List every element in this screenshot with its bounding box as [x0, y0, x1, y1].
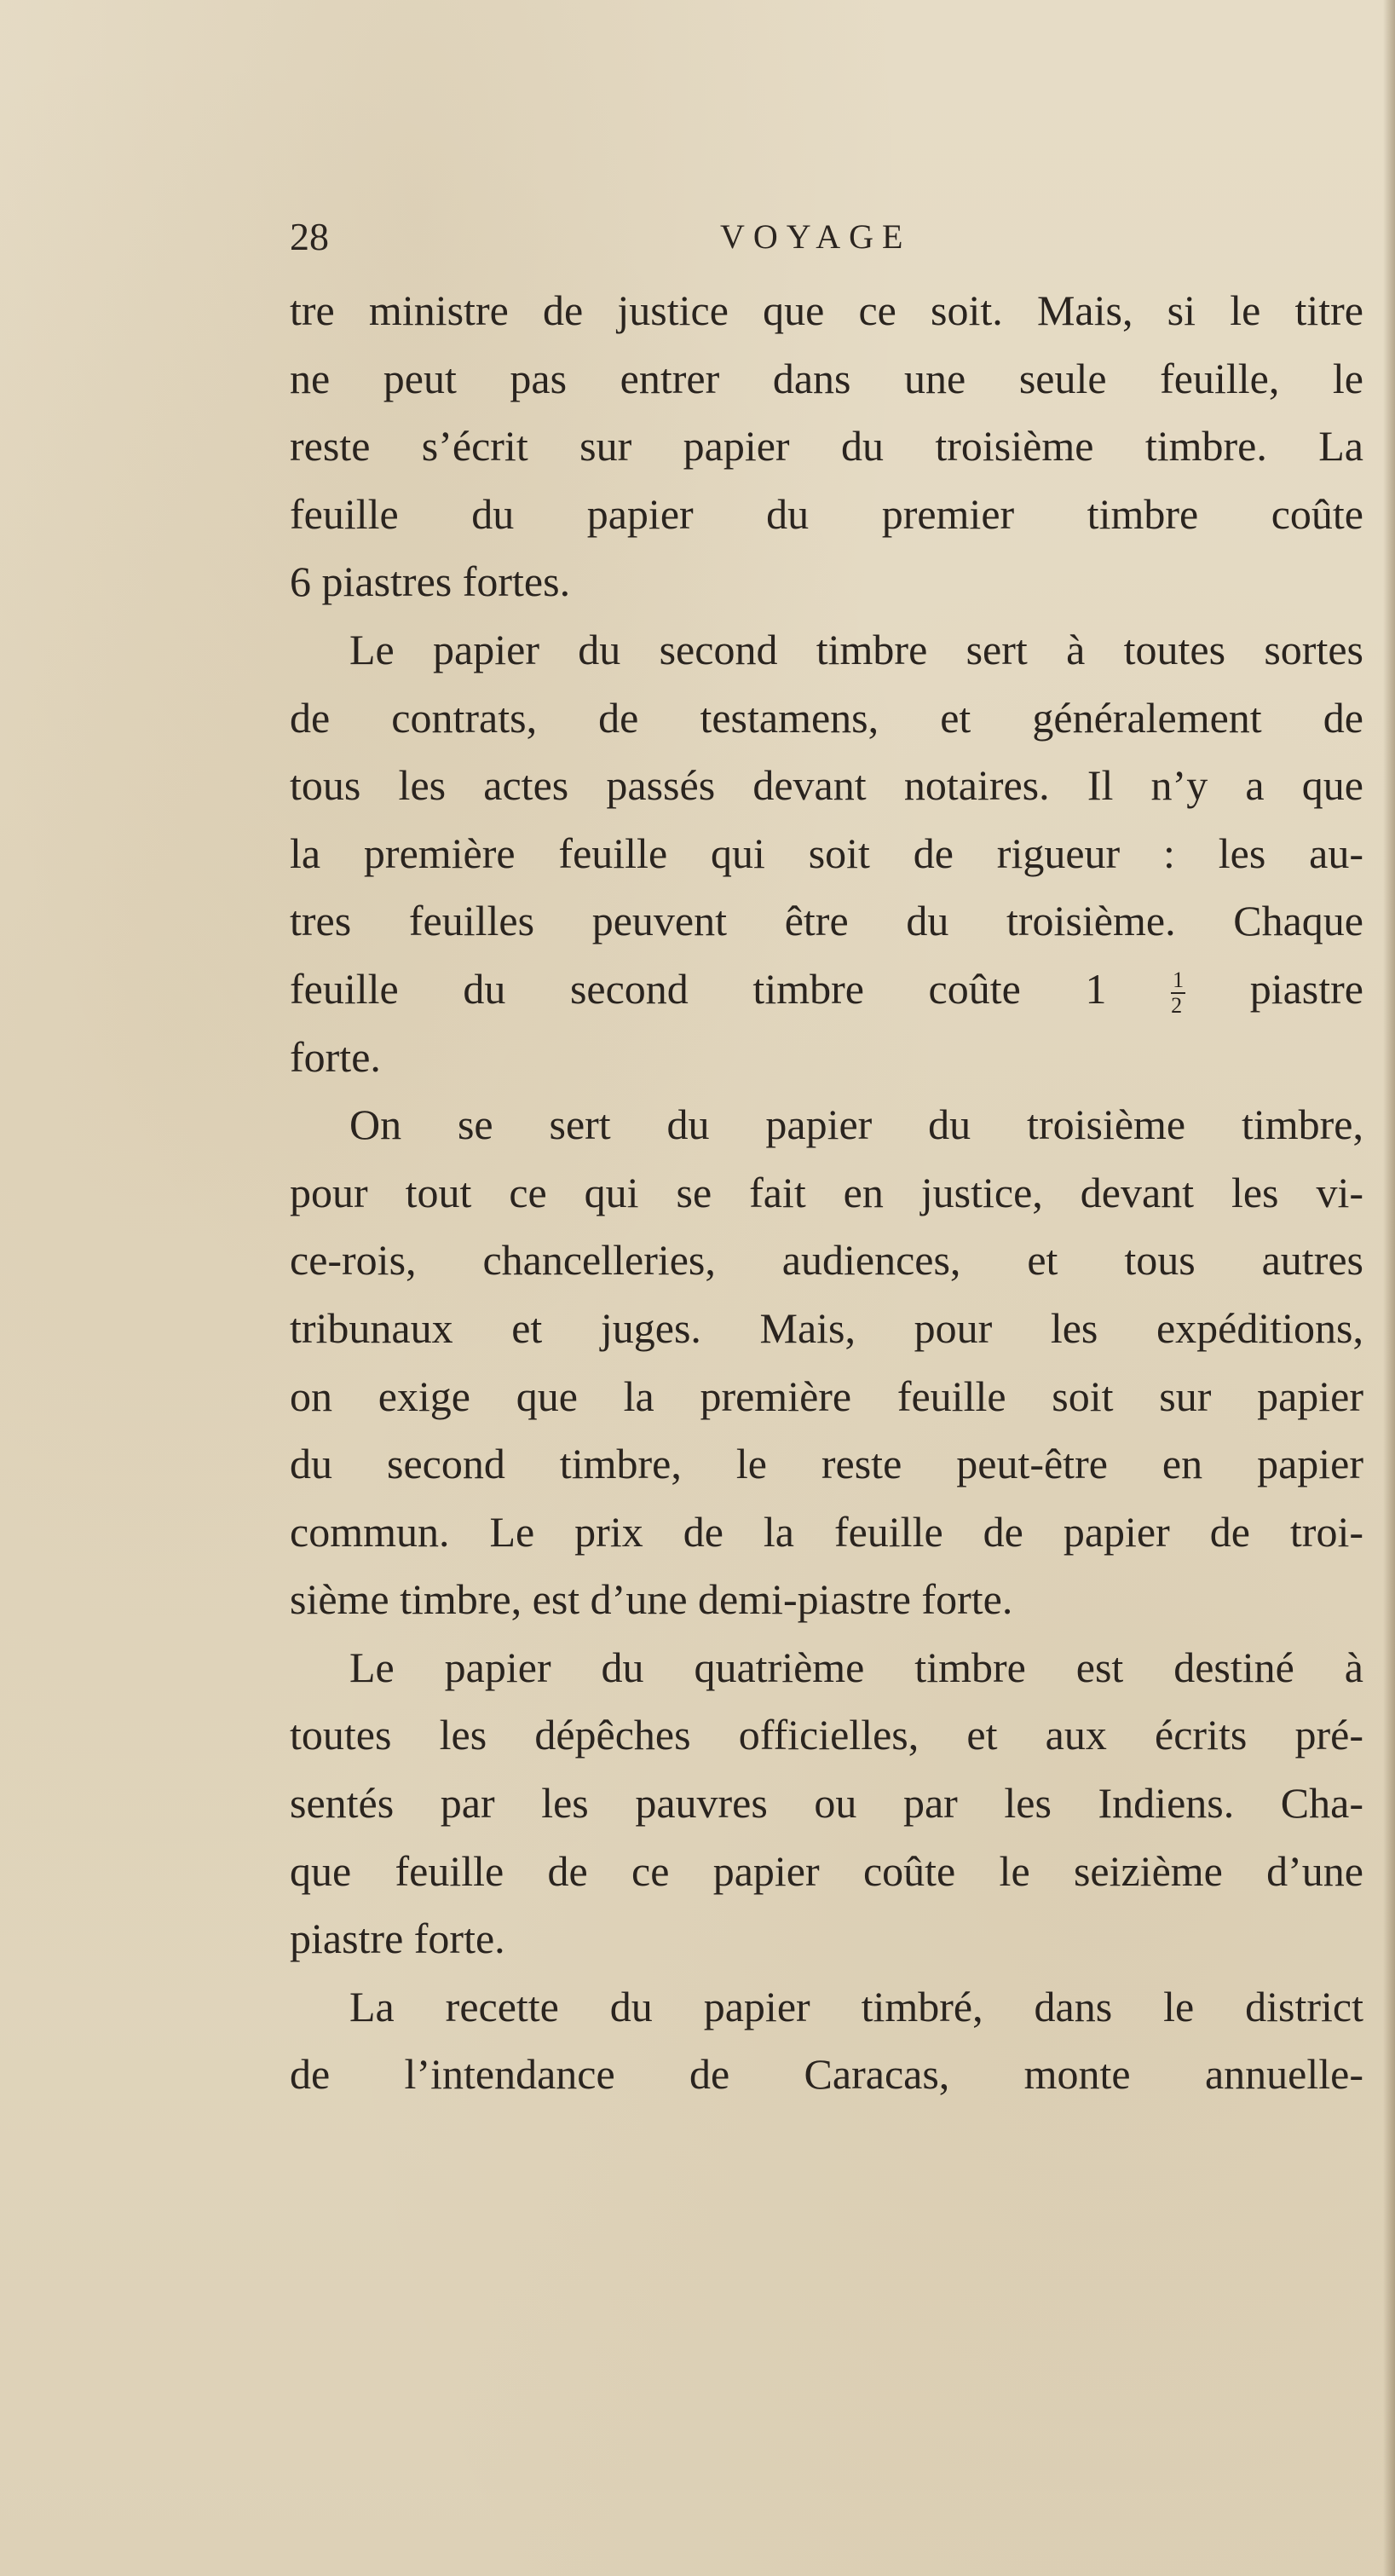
text-line: commun. Le prix de la feuille de papier de troi-: [290, 1507, 1363, 1556]
fraction: [1171, 968, 1185, 1018]
text-line: ne peut pas entrer dans une seule feuille, le: [290, 354, 1363, 402]
body-text: [290, 277, 1363, 2109]
text-line: ce-rois, chancelleries, audiences, et tous autres: [290, 1236, 1363, 1285]
paragraph-start-line: La recette du papier timbré, dans le district: [349, 1982, 1363, 2030]
text-segment: feuille du second timbre coûte 1: [290, 964, 1107, 1013]
paragraph-start-line: Le papier du second timbre sert à toutes sortes: [349, 625, 1363, 673]
text-line: tre ministre de justice que ce soit. Mais, si le titre: [290, 286, 1363, 334]
running-head: VOYAGE: [720, 217, 912, 256]
text-segment: piastre: [1249, 964, 1363, 1013]
text-line: du second timbre, le reste peut-être en papier: [290, 1440, 1363, 1488]
fraction-denominator: 2: [1171, 993, 1183, 1019]
text-line: pour tout ce qui se fait en justice, devant les vi-: [290, 1168, 1363, 1216]
text-line: sentés par les pauvres ou par les Indiens. Cha-: [290, 1779, 1363, 1828]
text-line: forte.: [290, 1032, 381, 1081]
text-line: tribunaux et juges. Mais, pour les expéditions,: [290, 1303, 1363, 1352]
text-line: que feuille de ce papier coûte le seizième d’une: [290, 1846, 1363, 1895]
text-line: tres feuilles peuvent être du troisième. Chaque: [290, 897, 1363, 945]
page-number: 28: [290, 215, 329, 258]
paragraph-start-line: On se sert du papier du troisième timbre,: [349, 1100, 1363, 1149]
fraction-numerator: 1: [1173, 967, 1185, 993]
page-edge-shadow: [1383, 0, 1395, 2576]
text-line: de l’intendance de Caracas, monte annuelle-: [290, 2050, 1363, 2099]
text-line: reste s’écrit sur papier du troisième timbre. La: [290, 422, 1363, 471]
text-line: feuille du papier du premier timbre coûte: [290, 489, 1363, 538]
text-line: la première feuille qui soit de rigueur : les au-: [290, 829, 1363, 877]
page-header: [290, 211, 1395, 271]
text-line: toutes les dépêches officielles, et aux écrits pré-: [290, 1711, 1363, 1759]
text-line: tous les actes passés devant notaires. Il n’y a que: [290, 761, 1363, 810]
paragraph-start-line: Le papier du quatrième timbre est destiné à: [349, 1643, 1363, 1691]
text-line: de contrats, de testamens, et généralement de: [290, 693, 1363, 742]
text-line: 6 piastres fortes.: [290, 557, 571, 606]
text-line: sième timbre, est d’une demi-piastre forte.: [290, 1575, 1013, 1624]
text-line-with-fraction: [290, 956, 1363, 1024]
text-line: on exige que la première feuille soit sur papier: [290, 1372, 1363, 1420]
text-line: piastre forte.: [290, 1915, 505, 1963]
